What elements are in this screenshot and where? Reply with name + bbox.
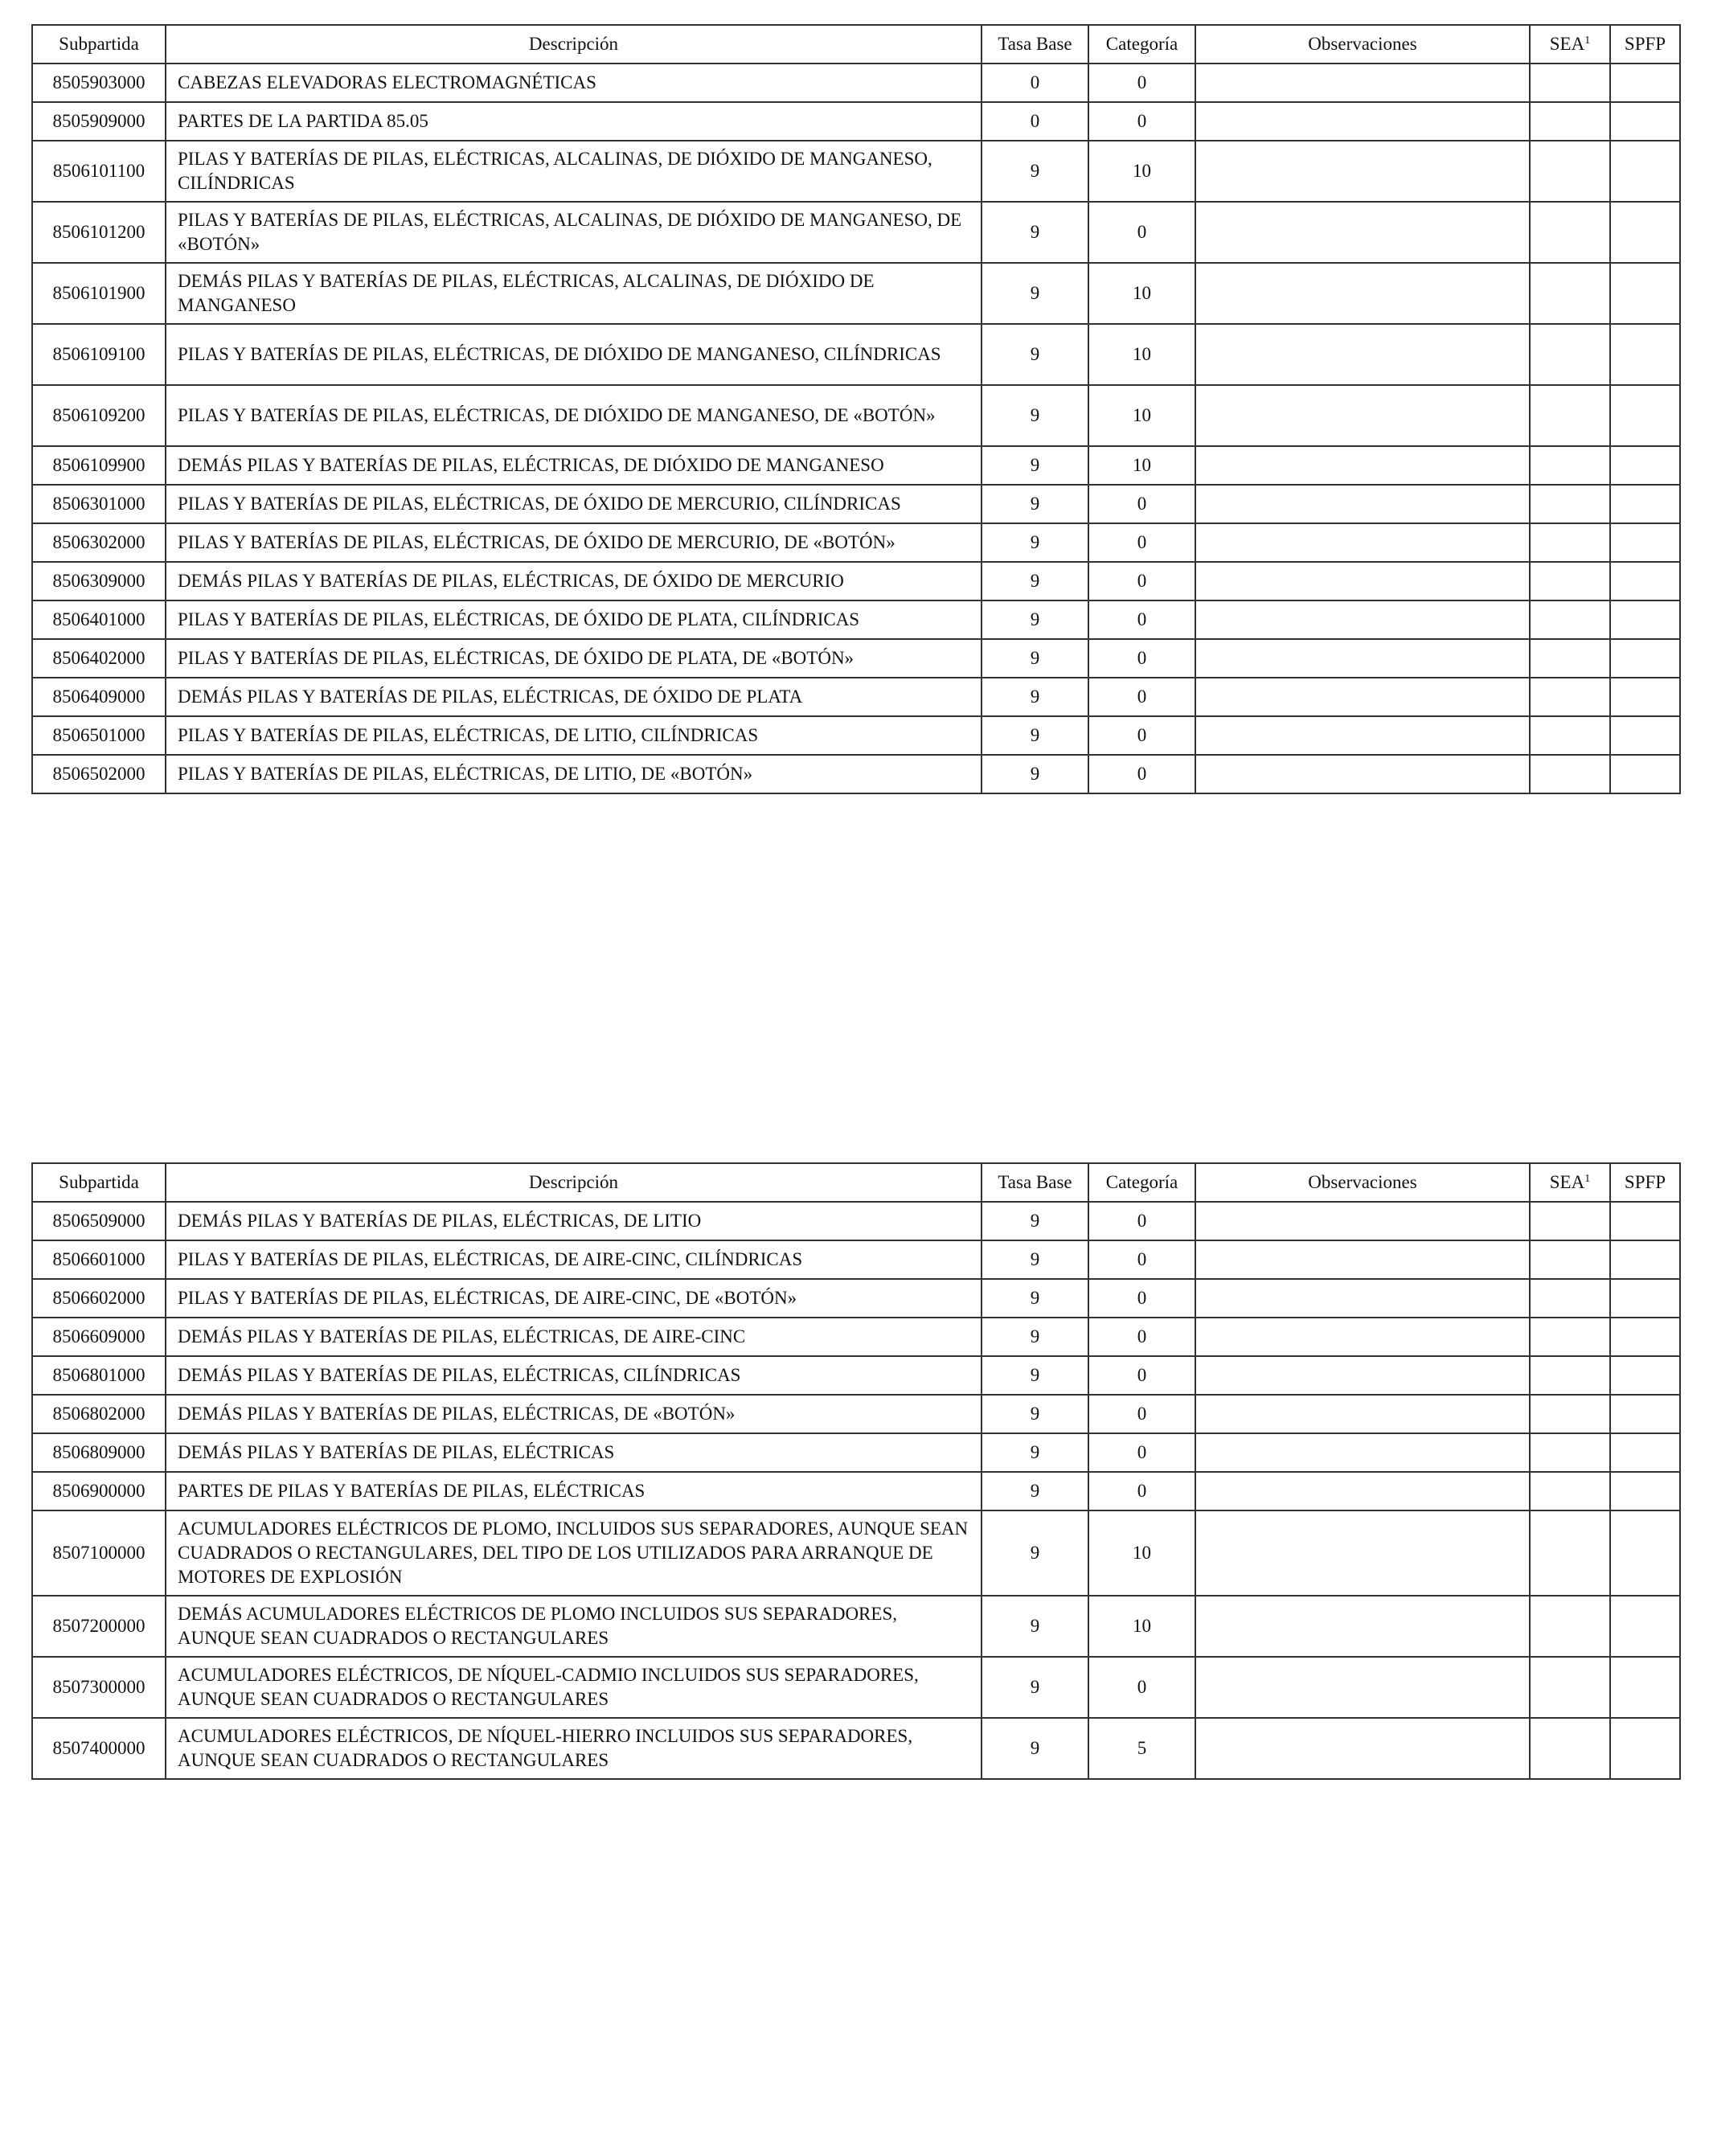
table-body (32, 64, 1680, 793)
header-descripcion: Descripción (166, 1163, 982, 1202)
cell-tasa-base: 9 (982, 716, 1088, 755)
cell-subpartida: 8506409000 (32, 678, 166, 716)
cell-categoria: 5 (1088, 1718, 1195, 1779)
cell-categoria: 0 (1088, 1472, 1195, 1510)
cell-subpartida: 8506601000 (32, 1240, 166, 1279)
cell-subpartida: 8506802000 (32, 1395, 166, 1433)
cell-spfp (1610, 523, 1680, 562)
cell-observaciones (1195, 1202, 1530, 1240)
table-row (32, 263, 1680, 324)
cell-tasa-base: 9 (982, 678, 1088, 716)
cell-sea (1530, 600, 1610, 639)
cell-descripcion: DEMÁS PILAS Y BATERÍAS DE PILAS, ELÉCTRICAS (166, 1433, 982, 1472)
cell-observaciones (1195, 1596, 1530, 1657)
table-row (32, 1318, 1680, 1356)
cell-spfp (1610, 64, 1680, 102)
cell-spfp (1610, 678, 1680, 716)
cell-subpartida: 8506109200 (32, 385, 166, 446)
cell-tasa-base: 9 (982, 1202, 1088, 1240)
cell-subpartida: 8505909000 (32, 102, 166, 141)
cell-spfp (1610, 102, 1680, 141)
table-row (32, 716, 1680, 755)
cell-sea (1530, 639, 1610, 678)
cell-observaciones (1195, 263, 1530, 324)
cell-tasa-base: 9 (982, 1356, 1088, 1395)
cell-spfp (1610, 639, 1680, 678)
cell-sea (1530, 1279, 1610, 1318)
table-row (32, 562, 1680, 600)
cell-tasa-base: 9 (982, 324, 1088, 385)
cell-observaciones (1195, 755, 1530, 793)
cell-tasa-base: 9 (982, 1395, 1088, 1433)
cell-descripcion: PILAS Y BATERÍAS DE PILAS, ELÉCTRICAS, DE AIRE-CINC, CILÍNDRICAS (166, 1240, 982, 1279)
cell-sea (1530, 141, 1610, 202)
header-tasa-base: Tasa Base (982, 25, 1088, 64)
cell-categoria: 0 (1088, 639, 1195, 678)
cell-tasa-base: 9 (982, 1718, 1088, 1779)
cell-spfp (1610, 600, 1680, 639)
cell-subpartida: 8506602000 (32, 1279, 166, 1318)
table-header (32, 1163, 1680, 1202)
cell-tasa-base: 9 (982, 141, 1088, 202)
cell-spfp (1610, 141, 1680, 202)
cell-tasa-base: 9 (982, 202, 1088, 263)
cell-observaciones (1195, 678, 1530, 716)
cell-tasa-base: 9 (982, 1279, 1088, 1318)
cell-sea (1530, 1395, 1610, 1433)
header-subpartida: Subpartida (32, 1163, 166, 1202)
table-row (32, 102, 1680, 141)
cell-sea (1530, 678, 1610, 716)
cell-observaciones (1195, 202, 1530, 263)
cell-categoria: 10 (1088, 446, 1195, 485)
cell-sea (1530, 1202, 1610, 1240)
cell-descripcion: PILAS Y BATERÍAS DE PILAS, ELÉCTRICAS, DE LITIO, CILÍNDRICAS (166, 716, 982, 755)
cell-subpartida: 8506501000 (32, 716, 166, 755)
cell-spfp (1610, 1318, 1680, 1356)
cell-observaciones (1195, 1318, 1530, 1356)
cell-observaciones (1195, 485, 1530, 523)
header-descripcion: Descripción (166, 25, 982, 64)
cell-observaciones (1195, 141, 1530, 202)
cell-descripcion: PILAS Y BATERÍAS DE PILAS, ELÉCTRICAS, ALCALINAS, DE DIÓXIDO DE MANGANESO, CILÍNDRICAS (166, 141, 982, 202)
cell-observaciones (1195, 324, 1530, 385)
cell-descripcion: ACUMULADORES ELÉCTRICOS, DE NÍQUEL-HIERRO INCLUIDOS SUS SEPARADORES, AUNQUE SEAN CUADRADOS O RECTANGULARES (166, 1718, 982, 1779)
table-row (32, 1202, 1680, 1240)
cell-sea (1530, 716, 1610, 755)
cell-descripcion: PILAS Y BATERÍAS DE PILAS, ELÉCTRICAS, DE ÓXIDO DE MERCURIO, DE «BOTÓN» (166, 523, 982, 562)
cell-categoria: 10 (1088, 141, 1195, 202)
cell-categoria: 0 (1088, 1279, 1195, 1318)
cell-subpartida: 8506801000 (32, 1356, 166, 1395)
table-row (32, 1356, 1680, 1395)
cell-observaciones (1195, 562, 1530, 600)
cell-sea (1530, 202, 1610, 263)
table-row (32, 755, 1680, 793)
cell-categoria: 0 (1088, 755, 1195, 793)
table-row (32, 324, 1680, 385)
cell-tasa-base: 9 (982, 263, 1088, 324)
cell-sea (1530, 523, 1610, 562)
cell-subpartida: 8506309000 (32, 562, 166, 600)
cell-categoria: 0 (1088, 562, 1195, 600)
cell-descripcion: PARTES DE LA PARTIDA 85.05 (166, 102, 982, 141)
cell-sea (1530, 1718, 1610, 1779)
cell-subpartida: 8506101100 (32, 141, 166, 202)
cell-tasa-base: 9 (982, 485, 1088, 523)
cell-spfp (1610, 562, 1680, 600)
header-row (32, 1163, 1680, 1202)
cell-spfp (1610, 485, 1680, 523)
cell-tasa-base: 9 (982, 1318, 1088, 1356)
cell-subpartida: 8505903000 (32, 64, 166, 102)
header-sea-label: SEA (1549, 34, 1585, 54)
cell-tasa-base: 9 (982, 1433, 1088, 1472)
table-row (32, 600, 1680, 639)
cell-observaciones (1195, 446, 1530, 485)
cell-sea (1530, 102, 1610, 141)
cell-descripcion: PILAS Y BATERÍAS DE PILAS, ELÉCTRICAS, DE ÓXIDO DE PLATA, DE «BOTÓN» (166, 639, 982, 678)
table-row (32, 385, 1680, 446)
cell-categoria: 0 (1088, 1657, 1195, 1718)
table-row (32, 1657, 1680, 1718)
cell-tasa-base: 9 (982, 639, 1088, 678)
cell-descripcion: ACUMULADORES ELÉCTRICOS DE PLOMO, INCLUIDOS SUS SEPARADORES, AUNQUE SEAN CUADRADOS O RECTANGULARES, DEL TIPO DE LOS UTILIZADOS PARA ARRANQUE DE MOTORES DE EXPLOSIÓN (166, 1510, 982, 1596)
cell-spfp (1610, 1395, 1680, 1433)
cell-subpartida: 8506109900 (32, 446, 166, 485)
cell-spfp (1610, 1657, 1680, 1718)
cell-observaciones (1195, 102, 1530, 141)
cell-categoria: 10 (1088, 1596, 1195, 1657)
cell-spfp (1610, 202, 1680, 263)
cell-subpartida: 8506101900 (32, 263, 166, 324)
cell-observaciones (1195, 716, 1530, 755)
cell-subpartida: 8507100000 (32, 1510, 166, 1596)
cell-descripcion: DEMÁS PILAS Y BATERÍAS DE PILAS, ELÉCTRICAS, DE ÓXIDO DE PLATA (166, 678, 982, 716)
table-row (32, 202, 1680, 263)
cell-observaciones (1195, 385, 1530, 446)
cell-categoria: 10 (1088, 385, 1195, 446)
cell-descripcion: PILAS Y BATERÍAS DE PILAS, ELÉCTRICAS, DE AIRE-CINC, DE «BOTÓN» (166, 1279, 982, 1318)
cell-sea (1530, 755, 1610, 793)
cell-subpartida: 8506502000 (32, 755, 166, 793)
header-tasa-base: Tasa Base (982, 1163, 1088, 1202)
cell-tasa-base: 9 (982, 1510, 1088, 1596)
table-row (32, 1472, 1680, 1510)
cell-categoria: 10 (1088, 1510, 1195, 1596)
header-categoria: Categoría (1088, 1163, 1195, 1202)
table-row (32, 141, 1680, 202)
cell-subpartida: 8506609000 (32, 1318, 166, 1356)
cell-categoria: 0 (1088, 523, 1195, 562)
cell-categoria: 0 (1088, 716, 1195, 755)
cell-tasa-base: 9 (982, 600, 1088, 639)
cell-spfp (1610, 385, 1680, 446)
cell-observaciones (1195, 1510, 1530, 1596)
cell-tasa-base: 9 (982, 523, 1088, 562)
cell-categoria: 0 (1088, 64, 1195, 102)
cell-spfp (1610, 446, 1680, 485)
cell-spfp (1610, 324, 1680, 385)
cell-descripcion: PILAS Y BATERÍAS DE PILAS, ELÉCTRICAS, DE LITIO, DE «BOTÓN» (166, 755, 982, 793)
cell-spfp (1610, 1202, 1680, 1240)
sea-footnote-marker: 1 (1584, 1173, 1591, 1185)
cell-tasa-base: 9 (982, 1657, 1088, 1718)
cell-tasa-base: 9 (982, 755, 1088, 793)
table-row (32, 1279, 1680, 1318)
cell-sea (1530, 446, 1610, 485)
cell-categoria: 0 (1088, 202, 1195, 263)
cell-descripcion: DEMÁS PILAS Y BATERÍAS DE PILAS, ELÉCTRICAS, CILÍNDRICAS (166, 1356, 982, 1395)
cell-spfp (1610, 1596, 1680, 1657)
cell-subpartida: 8506809000 (32, 1433, 166, 1472)
cell-tasa-base: 9 (982, 446, 1088, 485)
cell-sea (1530, 324, 1610, 385)
table-row (32, 64, 1680, 102)
header-observaciones: Observaciones (1195, 25, 1530, 64)
cell-observaciones (1195, 1240, 1530, 1279)
cell-tasa-base: 0 (982, 102, 1088, 141)
cell-subpartida: 8506402000 (32, 639, 166, 678)
cell-spfp (1610, 1510, 1680, 1596)
cell-subpartida: 8506900000 (32, 1472, 166, 1510)
cell-sea (1530, 1356, 1610, 1395)
cell-sea (1530, 1510, 1610, 1596)
cell-categoria: 0 (1088, 1318, 1195, 1356)
cell-sea (1530, 1596, 1610, 1657)
cell-observaciones (1195, 1472, 1530, 1510)
header-row (32, 25, 1680, 64)
cell-descripcion: PILAS Y BATERÍAS DE PILAS, ELÉCTRICAS, DE DIÓXIDO DE MANGANESO, CILÍNDRICAS (166, 324, 982, 385)
table-row (32, 1240, 1680, 1279)
cell-spfp (1610, 755, 1680, 793)
cell-observaciones (1195, 1395, 1530, 1433)
cell-observaciones (1195, 1657, 1530, 1718)
cell-subpartida: 8507400000 (32, 1718, 166, 1779)
table-row (32, 523, 1680, 562)
header-subpartida: Subpartida (32, 25, 166, 64)
cell-sea (1530, 263, 1610, 324)
cell-observaciones (1195, 64, 1530, 102)
table-row (32, 678, 1680, 716)
header-spfp: SPFP (1610, 25, 1680, 64)
table-row (32, 446, 1680, 485)
cell-tasa-base: 0 (982, 64, 1088, 102)
cell-sea (1530, 1657, 1610, 1718)
table-header (32, 25, 1680, 64)
cell-subpartida: 8507300000 (32, 1657, 166, 1718)
cell-tasa-base: 9 (982, 1472, 1088, 1510)
cell-descripcion: DEMÁS PILAS Y BATERÍAS DE PILAS, ELÉCTRICAS, DE ÓXIDO DE MERCURIO (166, 562, 982, 600)
cell-descripcion: ACUMULADORES ELÉCTRICOS, DE NÍQUEL-CADMIO INCLUIDOS SUS SEPARADORES, AUNQUE SEAN CUADRADOS O RECTANGULARES (166, 1657, 982, 1718)
cell-spfp (1610, 716, 1680, 755)
cell-categoria: 0 (1088, 1433, 1195, 1472)
cell-sea (1530, 1472, 1610, 1510)
cell-subpartida: 8507200000 (32, 1596, 166, 1657)
cell-observaciones (1195, 523, 1530, 562)
cell-subpartida: 8506101200 (32, 202, 166, 263)
header-observaciones: Observaciones (1195, 1163, 1530, 1202)
cell-categoria: 0 (1088, 1202, 1195, 1240)
cell-descripcion: DEMÁS PILAS Y BATERÍAS DE PILAS, ELÉCTRICAS, DE LITIO (166, 1202, 982, 1240)
cell-tasa-base: 9 (982, 1240, 1088, 1279)
cell-sea (1530, 1318, 1610, 1356)
cell-spfp (1610, 1279, 1680, 1318)
table-row (32, 1395, 1680, 1433)
cell-observaciones (1195, 1356, 1530, 1395)
cell-categoria: 0 (1088, 102, 1195, 141)
header-categoria: Categoría (1088, 25, 1195, 64)
cell-subpartida: 8506401000 (32, 600, 166, 639)
table-row (32, 1510, 1680, 1596)
cell-descripcion: CABEZAS ELEVADORAS ELECTROMAGNÉTICAS (166, 64, 982, 102)
table-row (32, 485, 1680, 523)
cell-observaciones (1195, 1433, 1530, 1472)
table-row (32, 639, 1680, 678)
cell-subpartida: 8506109100 (32, 324, 166, 385)
cell-spfp (1610, 1240, 1680, 1279)
cell-categoria: 10 (1088, 324, 1195, 385)
cell-sea (1530, 64, 1610, 102)
cell-descripcion: PILAS Y BATERÍAS DE PILAS, ELÉCTRICAS, DE DIÓXIDO DE MANGANESO, DE «BOTÓN» (166, 385, 982, 446)
header-spfp: SPFP (1610, 1163, 1680, 1202)
cell-descripcion: DEMÁS PILAS Y BATERÍAS DE PILAS, ELÉCTRICAS, ALCALINAS, DE DIÓXIDO DE MANGANESO (166, 263, 982, 324)
cell-categoria: 10 (1088, 263, 1195, 324)
table-row (32, 1596, 1680, 1657)
cell-categoria: 0 (1088, 600, 1195, 639)
cell-descripcion: DEMÁS PILAS Y BATERÍAS DE PILAS, ELÉCTRICAS, DE DIÓXIDO DE MANGANESO (166, 446, 982, 485)
cell-sea (1530, 562, 1610, 600)
cell-observaciones (1195, 639, 1530, 678)
cell-tasa-base: 9 (982, 562, 1088, 600)
table-body (32, 1202, 1680, 1779)
cell-spfp (1610, 263, 1680, 324)
cell-descripcion: PILAS Y BATERÍAS DE PILAS, ELÉCTRICAS, DE ÓXIDO DE MERCURIO, CILÍNDRICAS (166, 485, 982, 523)
sea-footnote-marker: 1 (1584, 35, 1591, 47)
cell-spfp (1610, 1718, 1680, 1779)
cell-observaciones (1195, 1279, 1530, 1318)
cell-observaciones (1195, 1718, 1530, 1779)
tariff-table (31, 24, 1681, 794)
cell-descripcion: DEMÁS PILAS Y BATERÍAS DE PILAS, ELÉCTRICAS, DE AIRE-CINC (166, 1318, 982, 1356)
cell-spfp (1610, 1472, 1680, 1510)
cell-categoria: 0 (1088, 1356, 1195, 1395)
cell-categoria: 0 (1088, 485, 1195, 523)
cell-categoria: 0 (1088, 678, 1195, 716)
cell-subpartida: 8506301000 (32, 485, 166, 523)
cell-sea (1530, 1240, 1610, 1279)
cell-observaciones (1195, 600, 1530, 639)
cell-descripcion: PILAS Y BATERÍAS DE PILAS, ELÉCTRICAS, ALCALINAS, DE DIÓXIDO DE MANGANESO, DE «BOTÓN» (166, 202, 982, 263)
cell-tasa-base: 9 (982, 1596, 1088, 1657)
cell-tasa-base: 9 (982, 385, 1088, 446)
cell-descripcion: PILAS Y BATERÍAS DE PILAS, ELÉCTRICAS, DE ÓXIDO DE PLATA, CILÍNDRICAS (166, 600, 982, 639)
tariff-table (31, 1162, 1681, 1780)
cell-descripcion: DEMÁS PILAS Y BATERÍAS DE PILAS, ELÉCTRICAS, DE «BOTÓN» (166, 1395, 982, 1433)
cell-subpartida: 8506302000 (32, 523, 166, 562)
header-sea-label: SEA (1549, 1172, 1585, 1192)
cell-spfp (1610, 1433, 1680, 1472)
cell-categoria: 0 (1088, 1395, 1195, 1433)
cell-categoria: 0 (1088, 1240, 1195, 1279)
cell-sea (1530, 1433, 1610, 1472)
header-sea (1530, 1163, 1610, 1202)
table-row (32, 1433, 1680, 1472)
cell-descripcion: PARTES DE PILAS Y BATERÍAS DE PILAS, ELÉCTRICAS (166, 1472, 982, 1510)
cell-subpartida: 8506509000 (32, 1202, 166, 1240)
cell-sea (1530, 485, 1610, 523)
table-row (32, 1718, 1680, 1779)
cell-sea (1530, 385, 1610, 446)
header-sea (1530, 25, 1610, 64)
cell-descripcion: DEMÁS ACUMULADORES ELÉCTRICOS DE PLOMO INCLUIDOS SUS SEPARADORES, AUNQUE SEAN CUADRADOS O RECTANGULARES (166, 1596, 982, 1657)
cell-spfp (1610, 1356, 1680, 1395)
